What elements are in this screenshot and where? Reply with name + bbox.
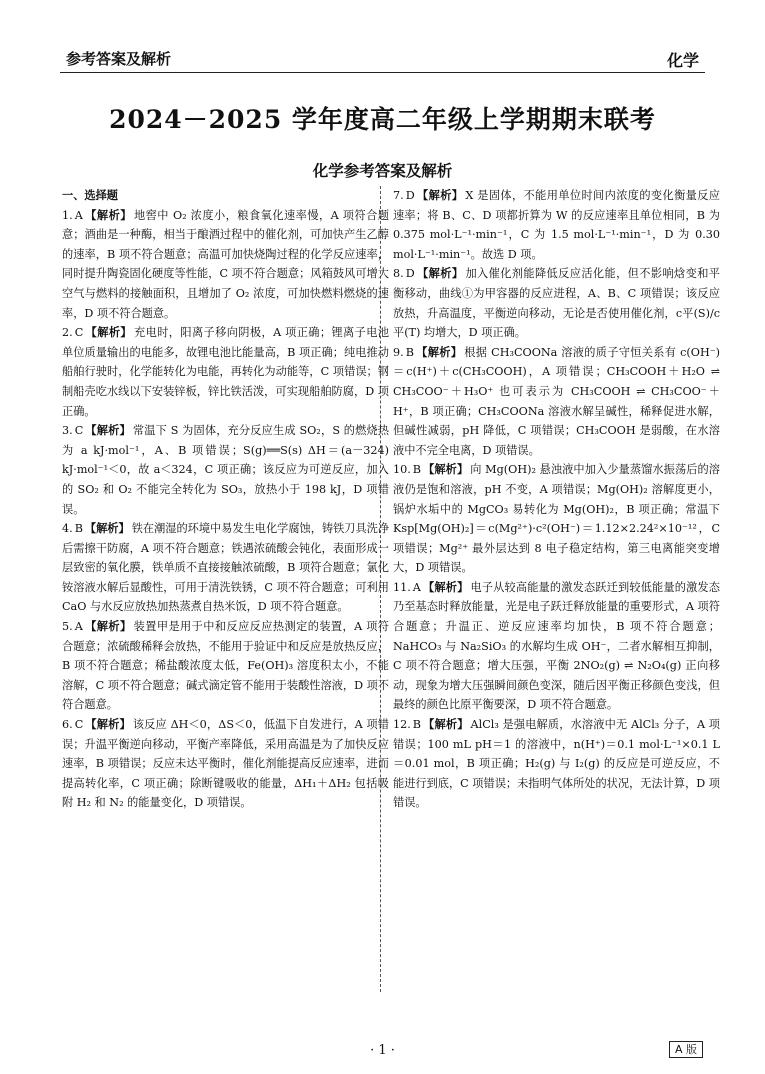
item-explanation: 铁在潮湿的环境中易发生电化学腐蚀，铸铁刀具洗净后需擦干防腐，A 项不符合题意；铁遇浓硫酸会钝化，表面形成一层致密的氧化膜，铁单质不直接接触浓硫酸，B 项符合题意；氯化铵溶液水解后显酸性，可用于清洗铁锈，C 项不符合题意；可利用 CaO 与水反应放热加热蒸煮自热米饭，D 项不符合题意。 — [62, 522, 390, 614]
answer-item — [62, 715, 389, 813]
item-number: 10. — [393, 463, 411, 477]
item-answer: D — [405, 267, 415, 281]
item-explanation: 电子从较高能量的激发态跃迁到较低能量的激发态乃至基态时释放能量，光是电子跃迁释放能量的重要形式，A 项符合题意；升温正、逆反应速率均加快，B 项不符合题意；NaHCO₃ 与 Na₂SiO₃ 的水解均生成 OH⁻，二者水解相互抑制，C 项不符合题意；增大压强，平衡 2NO₂(g) ⇌ N₂O₄(g) 正向移动，现象为增大压强瞬间颜色变深，随后因平衡正移颜色变浅，但最终的颜色比原平衡要深，D 项不符合题意。 — [393, 580, 720, 712]
right-item-list — [393, 186, 720, 813]
item-number: 9. — [393, 345, 404, 359]
item-answer: A — [412, 580, 421, 594]
left-item-list — [62, 206, 389, 813]
item-answer: B — [405, 345, 414, 359]
answer-item — [62, 519, 389, 617]
item-answer: A — [74, 208, 83, 222]
item-explanation: 向 Mg(OH)₂ 悬浊液中加入少量蒸馏水振荡后的溶液仍是饱和溶液，pH 不变，A 项错误；Mg(OH)₂ 溶解度更小，锅炉水垢中的 MgCO₃ 易转化为 Mg(OH)₂，B 项正确；常温下 Ksp[Mg(OH)₂]＝c(Mg²⁺)·c²(OH⁻)＝1.12×2.24²×10⁻¹²，C 项错误；Mg²⁺ 最外层达到 8 电子稳定结构，第三电离能突变增大，D 项错误。 — [393, 463, 720, 575]
item-tag: 【解析】 — [416, 267, 464, 281]
item-tag: 【解析】 — [84, 522, 130, 536]
item-number: 8. — [393, 267, 404, 281]
item-explanation: 充电时，阳离子移向阴极，A 项正确；锂离子电池单位质量输出的电能多，故锂电池比能量高，B 项正确；纯电推动船舶行驶时，化学能转化为电能，再转化为动能等，C 项错误；钢制船壳吃水线以下安装锌板，锌比铁活泼，可实现船舶防腐，D 项正确。 — [62, 326, 389, 418]
item-answer: D — [405, 189, 415, 202]
answer-item — [393, 460, 720, 578]
item-number: 12. — [393, 718, 411, 732]
item-number: 6. — [62, 718, 73, 732]
answer-item — [393, 715, 720, 813]
item-answer: B — [412, 463, 422, 477]
page-title: 2024－2025 学年度高二年级上学期期末联考 — [109, 105, 656, 134]
item-tag: 【解析】 — [423, 463, 469, 477]
answer-item — [62, 421, 389, 519]
version-badge: A 版 — [669, 1041, 703, 1058]
item-number: 4. — [62, 522, 73, 536]
item-tag: 【解析】 — [422, 580, 469, 594]
item-number: 5. — [62, 620, 73, 634]
item-number: 3. — [62, 424, 73, 438]
item-answer: A — [74, 620, 83, 634]
section-heading: 一、选择题 — [62, 189, 118, 202]
item-tag: 【解析】 — [85, 326, 133, 340]
item-explanation: 加入催化剂能降低反应活化能，但不影响焓变和平衡移动，曲线①为甲容器的反应进程，A、B、C 项错误；该反应放热，升高温度，平衡逆向移动，无论是否使用催化剂，c平(S)/c平(T) 均增大，D 项正确。 — [393, 267, 720, 340]
item-tag: 【解析】 — [84, 620, 132, 634]
item-answer: C — [74, 424, 84, 438]
item-tag: 【解析】 — [85, 718, 131, 732]
item-tag: 【解析】 — [415, 345, 463, 359]
answer-item — [393, 343, 720, 461]
item-number: 1. — [62, 208, 73, 222]
page-subtitle: 化学参考答案及解析 — [312, 162, 453, 180]
answer-item — [393, 264, 720, 342]
answer-item — [393, 578, 720, 715]
item-tag: 【解析】 — [416, 189, 464, 202]
item-number: 2. — [62, 326, 73, 340]
item-explanation: 该反应 ΔH＜0，ΔS＜0，低温下自发进行，A 项错误；升温平衡逆向移动，平衡产率降低，采用高温是为了加快反应速率，B 项错误；反应未达平衡时，催化剂能提高反应速率，进而提高转化率，C 项正确；除断键吸收的能量，ΔH₁＋ΔH₂ 包括吸附 H₂ 和 N₂ 的能量变化，D 项错误。 — [62, 718, 389, 810]
item-answer: C — [74, 326, 84, 340]
header-left: 参考答案及解析 — [66, 50, 172, 68]
item-number: 11. — [393, 580, 411, 594]
left-column — [62, 186, 389, 813]
right-column — [393, 186, 720, 813]
item-answer: C — [74, 718, 84, 732]
answer-item — [62, 617, 389, 715]
item-tag: 【解析】 — [84, 208, 132, 222]
item-explanation: X 是固体，不能用单位时间内浓度的变化衡量反应速率；将 B、C、D 项都折算为 W 的反应速率且单位相同，B 为 0.375 mol·L⁻¹·min⁻¹，C 为 1.5 mol·L⁻¹·min⁻¹，D 为 0.30 mol·L⁻¹·min⁻¹。故选 D 项。 — [393, 189, 720, 261]
item-tag: 【解析】 — [423, 718, 469, 732]
item-explanation: AlCl₃ 是强电解质，水溶液中无 AlCl₃ 分子，A 项错误；100 mL pH＝1 的溶液中，n(H⁺)＝0.1 mol·L⁻¹×0.1 L＝0.01 mol，B 项正确；H₂(g) 与 I₂(g) 的反应是可逆反应，不能进行到底，C 项错误；未指明气体所处的状况，无法计算，D 项错误。 — [393, 718, 720, 810]
item-answer: B — [412, 718, 422, 732]
answer-item — [62, 323, 389, 421]
page-number: · 1 · — [370, 1043, 395, 1058]
answer-item — [62, 206, 389, 324]
item-explanation: 装置甲是用于中和反应反应热测定的装置，A 项符合题意；浓硫酸稀释会放热，不能用于验证中和反应是放热反应，B 项不符合题意；稀盐酸浓度太低，Fe(OH)₃ 溶度积太小，不能溶解，C 项不符合题意；碱式滴定管不能用于装酸性溶液，D 项不符合题意。 — [62, 620, 389, 712]
header-subject: 化学 — [666, 51, 699, 70]
answer-item — [393, 186, 720, 264]
item-explanation: 常温下 S 为固体，充分反应生成 SO₂，S 的燃烧热为 a kJ·mol⁻¹，A、B 项错误；S(g)══S(s) ΔH＝(a－324) kJ·mol⁻¹＜0，故 a＜324，C 项正确；该反应为可逆反应，加入的 SO₂ 和 O₂ 不能完全转化为 SO₃，放热小于 198 kJ，D 项错误。 — [62, 424, 389, 516]
item-tag: 【解析】 — [85, 424, 131, 438]
item-explanation: 根据 CH₃COONa 溶液的质子守恒关系有 c(OH⁻)＝c(H⁺)＋c(CH₃COOH)，A 项错误；CH₃COOH＋H₂O ⇌ CH₃COO⁻＋H₃O⁺ 也可表示为 CH₃COOH ⇌ CH₃COO⁻＋H⁺，B 项正确；CH₃COONa 溶液水解呈碱性，稀释促进水解，但碱性减弱，pH 降低，C 项错误；CH₃COOH 是弱酸，在水溶液中不完全电离，D 项错误。 — [393, 345, 720, 457]
item-answer: B — [74, 522, 83, 536]
item-number: 7. — [393, 189, 404, 202]
item-explanation: 地窖中 O₂ 浓度小，粮食氧化速率慢，A 项符合题意；酒曲是一种酶，相当于酿酒过程中的催化剂，可加快产生乙醇的速率，B 项不符合题意；高温可加快烧陶过程的化学反应速率，同时提升陶瓷固化硬度等性能，C 项不符合题意；风箱鼓风可增大空气与燃料的接触面积，且增加了 O₂ 浓度，可加快燃料燃烧的速率，D 项不符合题意。 — [62, 208, 389, 320]
header-divider — [60, 72, 705, 73]
